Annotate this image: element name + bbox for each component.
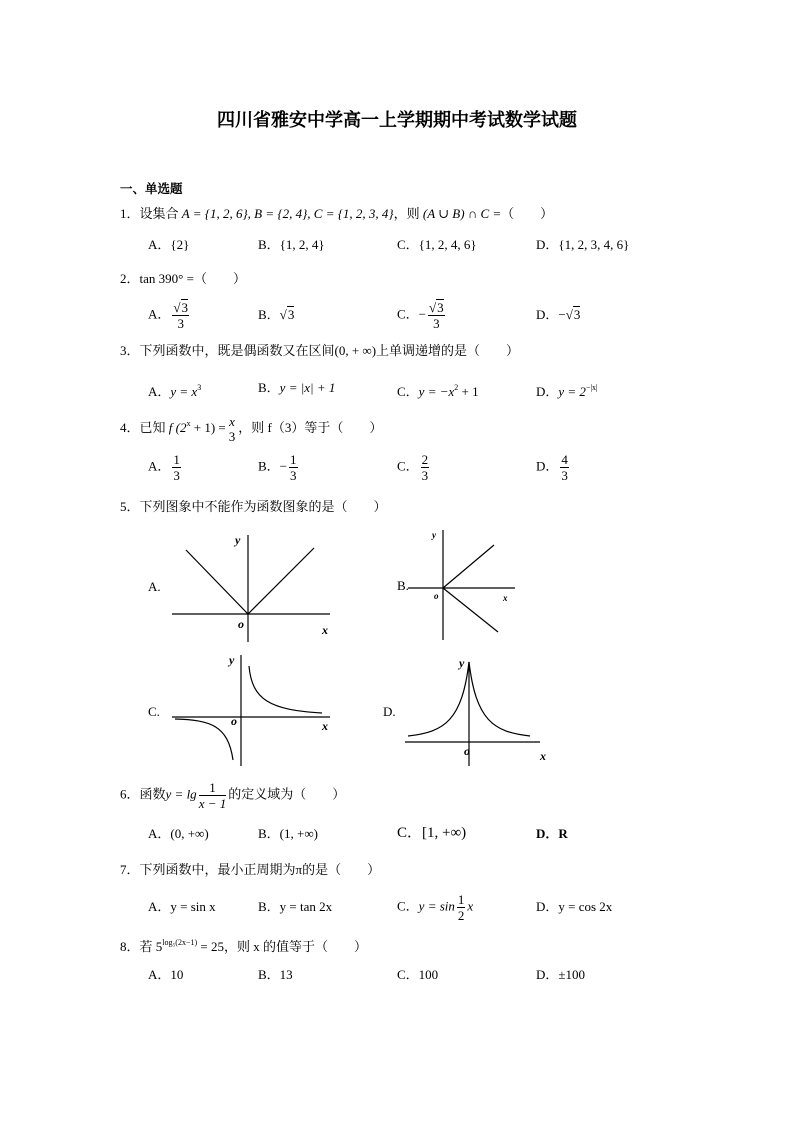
q-num: 2． bbox=[120, 271, 140, 286]
denominator: x − 1 bbox=[198, 796, 227, 811]
fraction bbox=[199, 780, 227, 811]
section-heading: 一、单选题 bbox=[120, 181, 183, 196]
axis-label-x: x bbox=[503, 593, 508, 603]
graph-c[interactable] bbox=[172, 655, 330, 766]
numerator: 4 bbox=[561, 452, 568, 467]
q-expr: A = {1, 2, 6}, B = {2, 4}, C = {1, 2, 3, 4} bbox=[181, 206, 394, 221]
option-b[interactable]: B．{1, 2, 4} bbox=[258, 237, 325, 252]
opt-label: D． bbox=[536, 458, 559, 474]
expr: y = x bbox=[170, 384, 198, 399]
radicand: 3 bbox=[573, 307, 581, 322]
expr: x bbox=[467, 898, 474, 914]
denominator: 2 bbox=[457, 908, 465, 923]
denominator: 3 bbox=[228, 429, 236, 444]
graph-d[interactable] bbox=[405, 662, 540, 766]
option-c[interactable] bbox=[397, 892, 473, 923]
opt-label: C． bbox=[397, 384, 419, 399]
fraction: $\frac{√3}{3}$ bbox=[173, 300, 189, 331]
opt-label: A． bbox=[148, 384, 171, 399]
graph-d-label: D. bbox=[383, 704, 396, 719]
option-c[interactable]: C．{1, 2, 4, 6} bbox=[397, 237, 477, 252]
denominator: 3 bbox=[290, 468, 297, 483]
option-d[interactable]: D．{1, 2, 3, 4, 6} bbox=[536, 237, 630, 252]
axis-label-x: x bbox=[322, 719, 328, 733]
axis-label-y: y bbox=[432, 530, 436, 540]
q-text: 下列函数中，既是偶函数又在区间(0, + ∞)上单调递增的是（ ） bbox=[139, 343, 520, 358]
question-6 bbox=[120, 780, 345, 811]
graph-a-label: A. bbox=[148, 579, 161, 594]
option-c[interactable]: C．100 bbox=[397, 967, 439, 982]
q-text: ，则 bbox=[393, 206, 420, 221]
exponent: log₅(2x−1) bbox=[162, 938, 198, 947]
denominator: 3 bbox=[433, 316, 440, 331]
q-paren: （ ） bbox=[193, 271, 246, 286]
fraction: $\frac{√3}{3}$ bbox=[429, 300, 444, 331]
axis-label-x: x bbox=[540, 749, 546, 763]
q-text: 函数 bbox=[139, 786, 166, 802]
q-num: 1． bbox=[120, 206, 140, 221]
origin-label: o bbox=[231, 714, 237, 728]
minus: − bbox=[558, 307, 566, 322]
denominator: 3 bbox=[421, 468, 429, 483]
origin-label: o bbox=[434, 591, 439, 601]
question-8 bbox=[120, 935, 367, 955]
radicand: 3 bbox=[437, 300, 444, 315]
expr: y = sin bbox=[418, 898, 455, 914]
origin-label: o bbox=[464, 744, 470, 758]
opt-label: A． bbox=[148, 306, 171, 322]
minus: − bbox=[418, 306, 427, 322]
q-text: 下列函数中，最小正周期为π的是（ ） bbox=[139, 862, 381, 877]
q-text: 下列图象中不能作为函数图象的是（ ） bbox=[139, 499, 387, 514]
q-text: ，则 f（3）等于（ ） bbox=[238, 419, 383, 435]
expr: y = lg bbox=[165, 786, 197, 802]
radicand: 3 bbox=[181, 300, 189, 315]
option-c[interactable]: C．[1, +∞) bbox=[397, 825, 467, 841]
opt-label: C． bbox=[397, 458, 419, 474]
q-num: 4． bbox=[120, 419, 140, 435]
opt-label: D． bbox=[536, 384, 559, 399]
graph-a[interactable] bbox=[172, 535, 330, 642]
expr: y = −x bbox=[418, 384, 455, 399]
q-expr: tan 390° = bbox=[139, 271, 194, 286]
numerator: x bbox=[229, 414, 235, 429]
graph-b[interactable] bbox=[408, 530, 515, 640]
expr: y = 2 bbox=[558, 384, 586, 399]
numerator: 1 bbox=[199, 780, 227, 796]
graph-c-label: C. bbox=[148, 704, 160, 719]
origin-label: o bbox=[238, 617, 244, 631]
exponent: 3 bbox=[197, 383, 202, 392]
opt-label: D． bbox=[536, 307, 559, 322]
denominator: 3 bbox=[561, 468, 568, 483]
numerator: 1 bbox=[173, 452, 180, 467]
fraction bbox=[457, 892, 466, 923]
expr: + 1 bbox=[458, 384, 479, 399]
q-num: 8． bbox=[120, 939, 140, 954]
opt-label: A． bbox=[148, 458, 171, 474]
option-b[interactable]: B．13 bbox=[258, 967, 293, 982]
q-text: 已知 bbox=[139, 419, 166, 435]
expr: + 1) = bbox=[190, 419, 226, 435]
opt-label: C． bbox=[397, 898, 419, 914]
axis-label-y: y bbox=[235, 533, 241, 547]
q-paren: （ ） bbox=[501, 206, 554, 221]
option-a[interactable]: A．y = sin x bbox=[148, 899, 216, 914]
axis-label-x: x bbox=[322, 623, 328, 637]
denominator: 3 bbox=[173, 468, 180, 483]
option-b[interactable]: B．y = tan 2x bbox=[258, 899, 333, 914]
numerator: 1 bbox=[290, 452, 297, 467]
numerator: 1 bbox=[457, 892, 465, 907]
q-text: 若 5 bbox=[139, 939, 163, 954]
q-expr: (A ∪ B) ∩ C = bbox=[422, 206, 502, 221]
expr: y = |x| + 1 bbox=[279, 380, 336, 395]
page-title: 四川省雅安中学高一上学期期中考试数学试题 bbox=[217, 110, 577, 131]
opt-label: B． bbox=[258, 380, 280, 395]
opt-label: B． bbox=[258, 458, 280, 474]
q-text: 的定义域为（ ） bbox=[228, 786, 346, 802]
opt-label: B． bbox=[258, 307, 280, 322]
option-d[interactable]: D．y = cos 2x bbox=[536, 899, 613, 914]
exponent: 2 bbox=[454, 383, 459, 392]
question-7 bbox=[120, 862, 380, 878]
q-num: 3． bbox=[120, 343, 140, 358]
numerator: 2 bbox=[421, 452, 429, 467]
option-b[interactable]: B．(1, +∞) bbox=[258, 826, 318, 841]
radicand: 3 bbox=[287, 307, 295, 322]
opt-label: C． bbox=[397, 306, 419, 322]
minus: − bbox=[279, 458, 288, 474]
exponent: −|x| bbox=[585, 383, 598, 392]
exponent: x bbox=[186, 418, 191, 428]
q-num: 6． bbox=[120, 786, 140, 802]
option-b[interactable]: B．√3 bbox=[258, 307, 295, 322]
option-d[interactable]: D．−√3 bbox=[536, 307, 581, 322]
option-a[interactable]: A．{2} bbox=[148, 237, 190, 252]
q-num: 5． bbox=[120, 499, 140, 514]
denominator: 3 bbox=[177, 316, 184, 331]
expr: f (2 bbox=[168, 419, 187, 435]
q-num: 7． bbox=[120, 862, 140, 877]
option-d[interactable]: D．±100 bbox=[536, 967, 586, 982]
q-text: = 25，则 x 的值等于（ ） bbox=[197, 939, 367, 954]
q-text: 设集合 bbox=[139, 206, 179, 221]
axis-label-y: y bbox=[459, 656, 465, 670]
option-a[interactable]: A．10 bbox=[148, 967, 184, 982]
graph-b-label: B. bbox=[397, 578, 409, 593]
option-a[interactable]: A．(0, +∞) bbox=[148, 826, 209, 841]
option-d[interactable]: D．R bbox=[536, 826, 568, 841]
axis-label-y: y bbox=[229, 653, 235, 667]
